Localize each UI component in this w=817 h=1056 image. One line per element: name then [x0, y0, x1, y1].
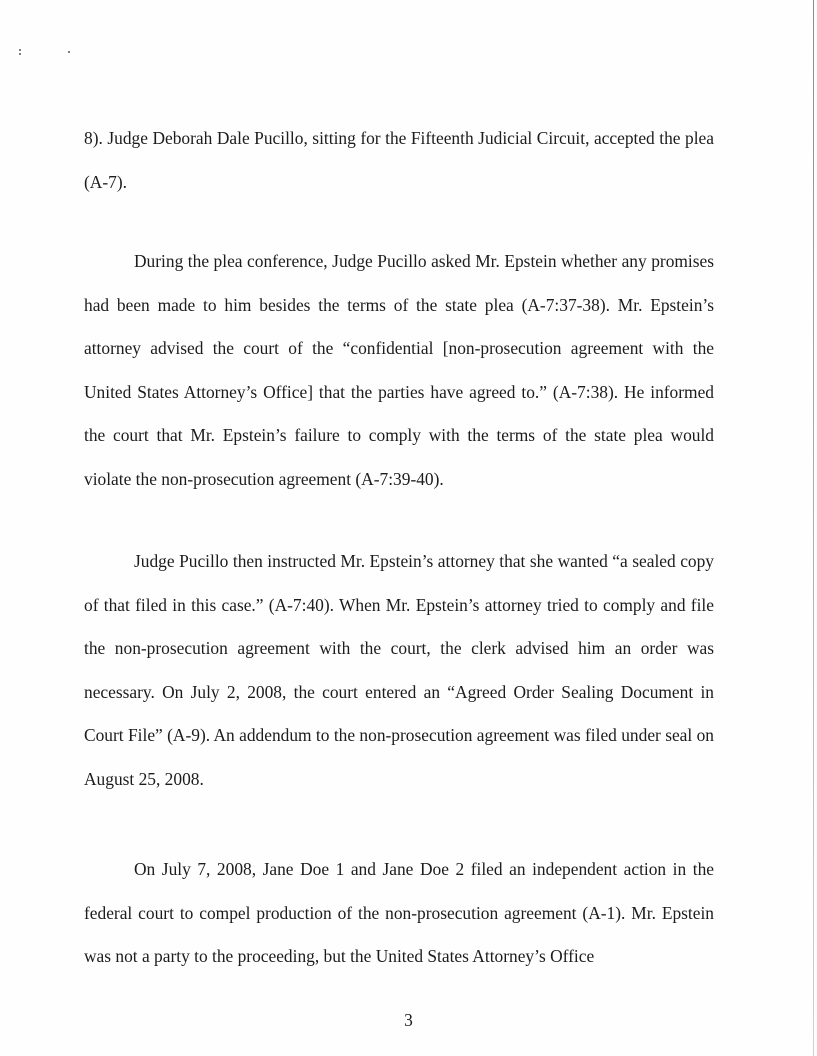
paragraph-text: During the plea conference, Judge Pucillo asked Mr. Epstein whether any promises had been made to him besides the terms of the state plea (A-7:37-38). Mr. Epstein’s attorney advised the court of the “confidential [non-prosecution agreement with the United States Attorney’s Office] that the parties have agreed to.” (A-7:38). He informed the court that Mr. Epstein’s failure to comply with the terms of the state plea would violate the non-prosecution agreement (A-7:39-40). [84, 251, 714, 489]
paragraph-text: 8). Judge Deborah Dale Pucillo, sitting for the Fifteenth Judicial Circuit, accepted the plea (A-7). [84, 128, 714, 192]
paragraph-continuation [84, 117, 714, 204]
page-number: 3 [404, 1010, 413, 1030]
scan-speck [19, 49, 21, 51]
paragraph-independent-action [84, 848, 714, 979]
paragraph-text: Judge Pucillo then instructed Mr. Epstein’s attorney that she wanted “a sealed copy of that filed in this case.” (A-7:40). When Mr. Epstein’s attorney tried to comply and file the non-prosecution agreement with the court, the clerk advised him an order was necessary. On July 2, 2008, the court entered an “Agreed Order Sealing Document in Court File” (A-9). An addendum to the non-prosecution agreement was filed under seal on August 25, 2008. [84, 551, 714, 789]
paragraph-text: On July 7, 2008, Jane Doe 1 and Jane Doe 2 filed an independent action in the federal court to compel production of the non-prosecution agreement (A-1). Mr. Epstein was not a party to the proceeding, but the United States Attorney’s Office [84, 859, 714, 966]
paragraph-sealed-copy [84, 540, 714, 801]
paragraph-plea-conference [84, 240, 714, 501]
scan-speck [19, 53, 21, 55]
scan-speck [68, 51, 70, 53]
scan-edge-line [813, 0, 814, 1056]
